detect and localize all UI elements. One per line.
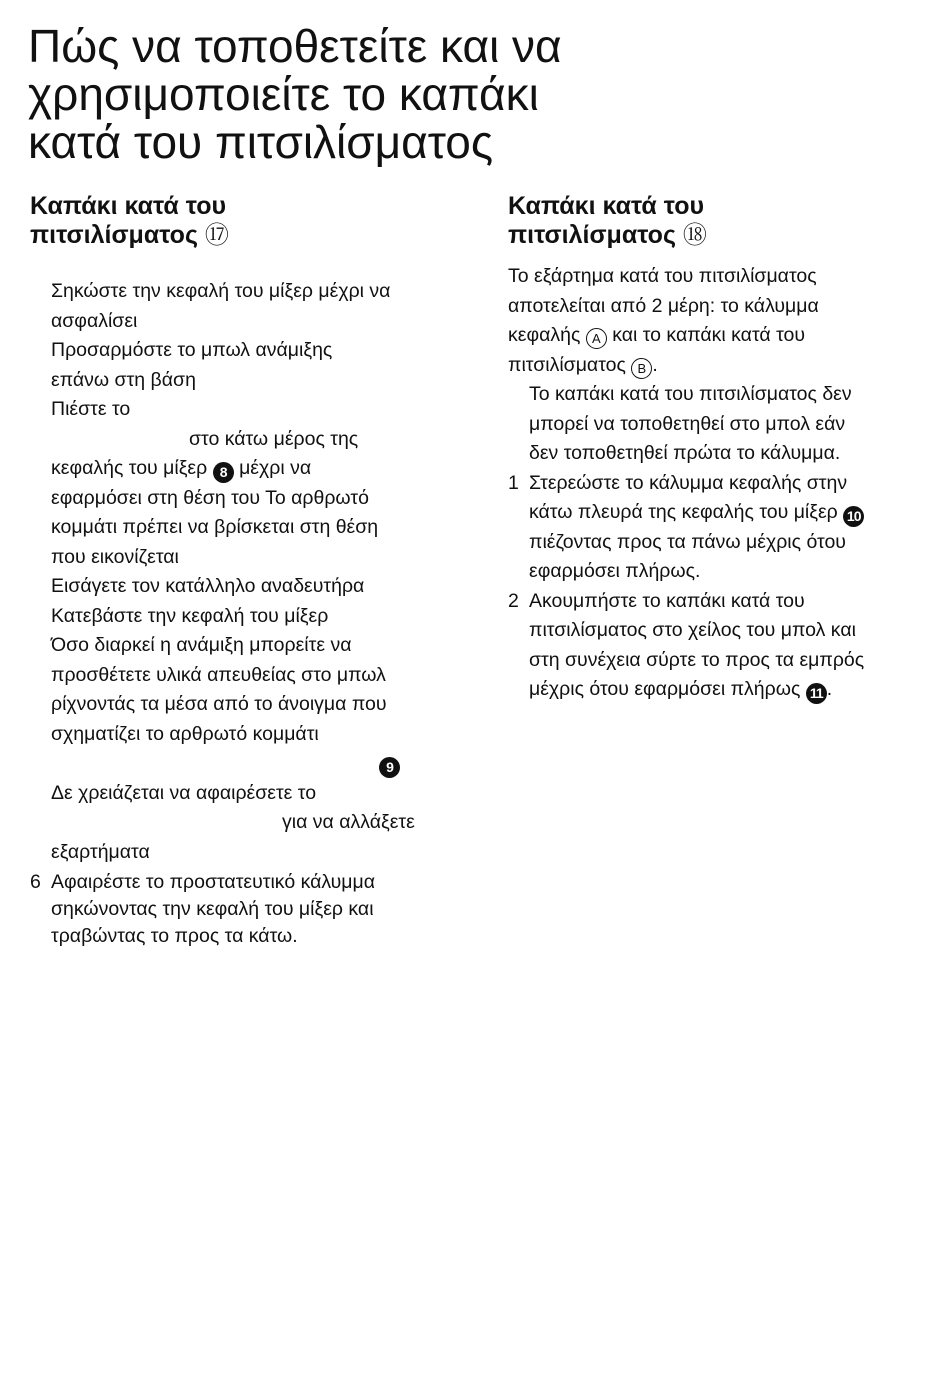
figure-11-badge: 11 bbox=[806, 683, 827, 704]
step-2-part: μέχρις ότου εφαρμόσει πλήρως bbox=[529, 678, 801, 700]
step-6 bbox=[30, 869, 460, 950]
step-1-row bbox=[508, 498, 928, 528]
left-heading-text: πιτσιλίσματος bbox=[30, 221, 198, 249]
intro-part: . bbox=[652, 353, 658, 376]
step-2-row bbox=[508, 616, 928, 646]
right-heading-text: πιτσιλίσματος bbox=[508, 221, 676, 249]
left-line: Δε χρειάζεται να αφαιρέσετε το bbox=[51, 781, 317, 804]
left-instructions bbox=[30, 277, 460, 867]
left-line: για να αλλάξετε bbox=[282, 811, 415, 833]
step-1-line bbox=[529, 498, 864, 528]
left-line-part: κεφαλής του μίξερ bbox=[51, 457, 208, 479]
step-number: 6 bbox=[30, 871, 41, 893]
left-line bbox=[51, 749, 460, 779]
note-line: Το καπάκι κατά του πιτσιλίσματος δεν bbox=[529, 383, 852, 405]
part-a-marker: A bbox=[586, 328, 607, 349]
step-6-row bbox=[30, 869, 460, 896]
left-line: προσθέτετε υλικά απευθείας στο μπωλ bbox=[51, 663, 386, 686]
intro-part: και το καπάκι κατά του bbox=[612, 324, 806, 346]
left-line: ασφαλίσει bbox=[51, 309, 138, 332]
step-1-line: Στερεώστε το κάλυμμα κεφαλής στην bbox=[529, 471, 848, 494]
intro-line bbox=[508, 351, 928, 381]
step-6-line: σηκώνοντας την κεφαλή του μίξερ και bbox=[51, 898, 374, 920]
left-line: επάνω στη βάση bbox=[51, 368, 196, 391]
step-1-line: πιέζοντας προς τα πάνω μέχρις ότου bbox=[529, 530, 846, 553]
figure-18-ref: ⑱ bbox=[682, 222, 707, 249]
title-line-2: χρησιμοποιείτε το καπάκι bbox=[28, 68, 539, 120]
step-2-line bbox=[529, 675, 832, 705]
step-6-line: τραβώντας το προς τα κάτω. bbox=[51, 925, 298, 947]
page-title bbox=[28, 22, 748, 166]
intro-part: κεφαλής bbox=[508, 324, 581, 346]
left-line: Όσο διαρκεί η ανάμιξη μπορείτε να bbox=[51, 634, 352, 656]
left-line: ρίχνοντάς τα μέσα από το άνοιγμα που bbox=[51, 693, 387, 715]
left-line bbox=[51, 454, 460, 484]
title-line-1: Πώς να τοποθετείτε και να bbox=[28, 20, 562, 72]
left-line: σχηματίζει το αρθρωτό κομμάτι bbox=[51, 722, 319, 745]
note-line: μπορεί να τοποθετηθεί στο μπολ εάν bbox=[529, 412, 846, 435]
step-2-row bbox=[508, 675, 928, 705]
step-1-line: εφαρμόσει πλήρως. bbox=[529, 560, 701, 582]
intro-line: αποτελείται από 2 μέρη: το κάλυμμα bbox=[508, 294, 819, 317]
left-line: εφαρμόσει στη θέση του Το αρθρωτό bbox=[51, 486, 369, 509]
right-heading-line-1: Καπάκι κατά του bbox=[508, 192, 705, 220]
step-2-part: . bbox=[826, 678, 833, 700]
left-section-heading bbox=[30, 192, 460, 250]
left-line: κομμάτι πρέπει να βρίσκεται στη θέση bbox=[51, 516, 379, 538]
step-1-row bbox=[508, 469, 928, 499]
step-6-row bbox=[30, 923, 460, 950]
left-line: Πιέστε το bbox=[51, 398, 131, 420]
left-line: Προσαρμόστε το μπωλ ανάμιξης bbox=[51, 339, 333, 361]
figure-10-badge: 10 bbox=[843, 506, 864, 527]
step-1-row bbox=[508, 528, 928, 558]
left-heading-line-2 bbox=[30, 221, 460, 250]
intro-line: Το εξάρτημα κατά του πιτσιλίσματος bbox=[508, 265, 817, 287]
intro-part: πιτσιλίσματος bbox=[508, 353, 626, 376]
left-line: Κατεβάστε την κεφαλή του μίξερ bbox=[51, 604, 329, 627]
step-2-line: στη συνέχεια σύρτε το προς τα εμπρός bbox=[529, 648, 865, 671]
step-number: 2 bbox=[508, 589, 519, 612]
right-column bbox=[508, 192, 928, 705]
left-line: Σηκώστε την κεφαλή του μίξερ μέχρι να bbox=[51, 280, 391, 302]
title-line-3: κατά του πιτσιλίσματος bbox=[28, 116, 494, 168]
left-line: εξαρτήματα bbox=[51, 840, 150, 863]
part-b-marker: B bbox=[631, 358, 652, 379]
step-1-part: κάτω πλευρά της κεφαλής του μίξερ bbox=[529, 501, 838, 523]
left-heading-line-1: Καπάκι κατά του bbox=[30, 192, 227, 220]
step-2-row bbox=[508, 646, 928, 676]
step-2-line: πιτσιλίσματος στο χείλος του μπολ και bbox=[529, 619, 856, 641]
step-2-line: Ακουμπήστε το καπάκι κατά του bbox=[529, 589, 805, 612]
left-line-part: μέχρι να bbox=[239, 457, 312, 479]
right-heading-line-2 bbox=[508, 221, 928, 250]
step-1-row bbox=[508, 557, 928, 587]
figure-8-badge: 8 bbox=[213, 462, 234, 483]
step-2-row bbox=[508, 587, 928, 617]
left-line: Εισάγετε τον κατάλληλο αναδευτήρα bbox=[51, 575, 365, 597]
step-6-row bbox=[30, 896, 460, 923]
left-column bbox=[30, 192, 460, 950]
step-6-line: Αφαιρέστε το προστατευτικό κάλυμμα bbox=[51, 871, 376, 893]
right-instructions bbox=[508, 262, 928, 705]
left-line: που εικονίζεται bbox=[51, 545, 179, 568]
figure-9-badge: 9 bbox=[379, 757, 400, 778]
note-line: δεν τοποθετηθεί πρώτα το κάλυμμα. bbox=[529, 442, 841, 464]
step-number: 1 bbox=[508, 471, 519, 494]
intro-line bbox=[508, 321, 928, 351]
right-section-heading bbox=[508, 192, 928, 250]
left-line: στο κάτω μέρος της bbox=[189, 427, 359, 450]
figure-17-ref: ⑰ bbox=[204, 222, 229, 249]
